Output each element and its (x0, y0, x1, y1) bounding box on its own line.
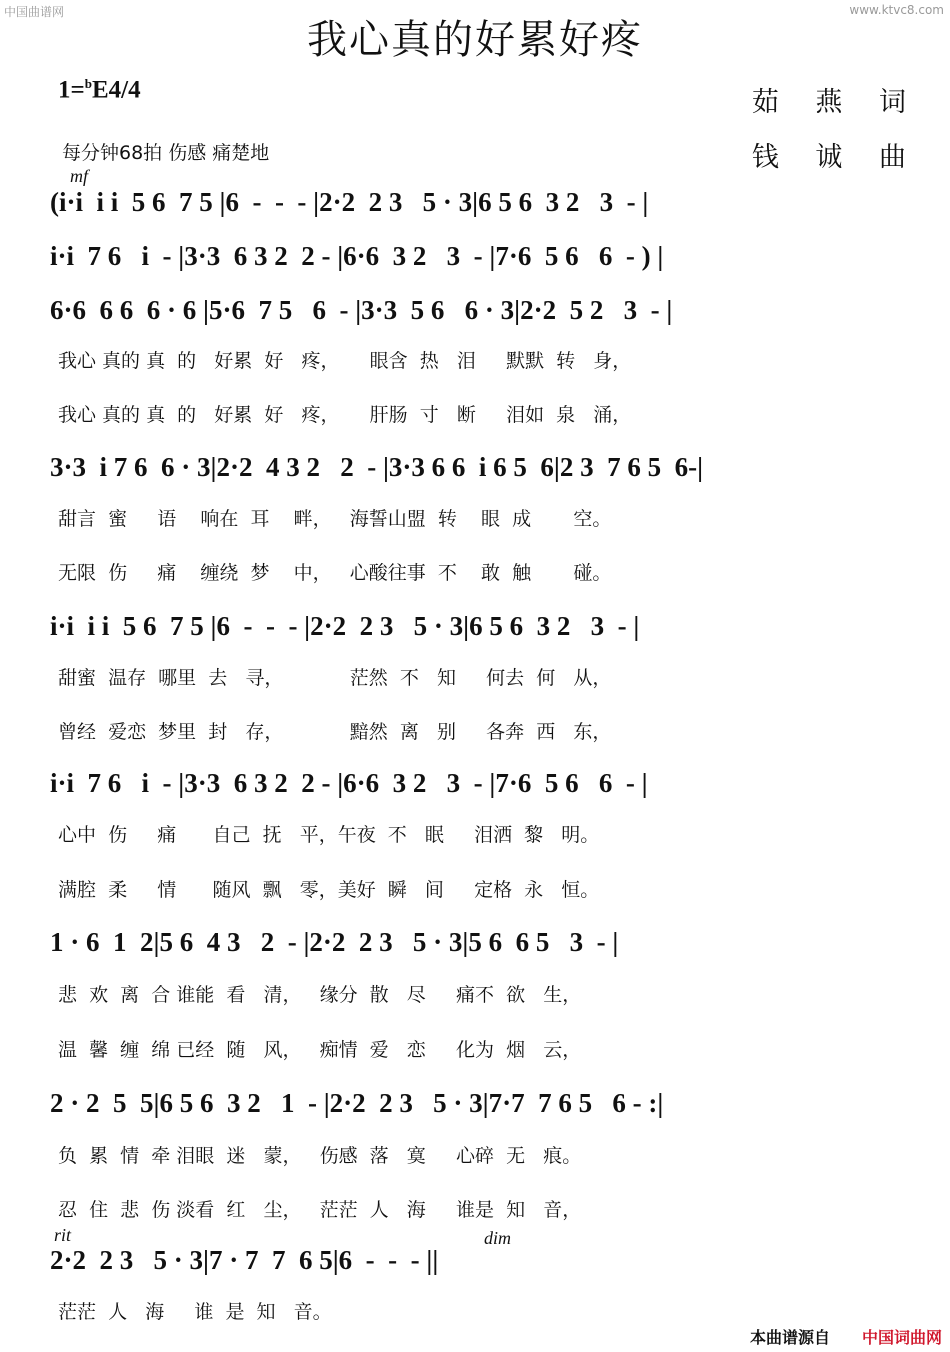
notation-line: 1 · 6 1 2|5 6 4 3 2 - |2·2 2 3 5 · 3|5 6 6 5 3 - | (50, 927, 619, 957)
watermark-right: www.ktvc8.com (849, 3, 944, 17)
notation-line: i·i i i 5 6 7 5 |6 - - - |2·2 2 3 5 · 3|6 5 6 3 2 3 - | (50, 611, 640, 641)
lyric-line: 茫茫 人 海 谁 是 知 音。 (58, 1301, 332, 1323)
notation-line: 2 · 2 5 5|6 5 6 3 2 1 - |2·2 2 3 5 · 3|7·7 7 6 5 6 - :| (50, 1088, 664, 1118)
notation-line: 2·2 2 3 5 · 3|7 · 7 7 6 5|6 - - - || (50, 1245, 439, 1275)
dynamic-dim: dim (484, 1228, 511, 1248)
lyric-line: 满腔 柔 情 随风 飘 零，美好 瞬 间 定格 永 恒。 (58, 879, 600, 901)
song-title: 我心真的好累好疼 (307, 17, 643, 63)
footer-site: 中国词曲网 (861, 1328, 942, 1347)
notation-line: 3·3 i 7 6 6 · 3|2·2 4 3 2 2 - |3·3 6 6 i 6 5 6|2 3 7 6 5 6-| (50, 452, 704, 482)
tempo-rit: rit (54, 1225, 72, 1245)
lyric-line: 心中 伤 痛 自己 抚 平，午夜 不 眠 泪洒 黎 明。 (58, 824, 600, 846)
lyric-line: 无限 伤 痛 缠绕 梦 中， 心酸往事 不 敢 触 碰。 (58, 562, 612, 584)
lyric-line: 忍 住 悲 伤 淡看 红 尘， 茫茫 人 海 谁是 知 音， (58, 1199, 582, 1221)
composer-credit: 钱 诚 曲 (751, 142, 920, 173)
notation-line: i·i 7 6 i - |3·3 6 3 2 2 - |6·6 3 2 3 - |7·6 5 6 6 - | (50, 768, 648, 798)
notation-line: 6·6 6 6 6 · 6 |5·6 7 5 6 - |3·3 5 6 6 · 3|2·2 5 2 3 - | (50, 295, 673, 325)
lyric-line: 温 馨 缠 绵 已经 随 风， 痴情 爱 恋 化为 烟 云， (58, 1039, 582, 1061)
lyric-line: 我心 真的 真 的 好累 好 疼， 肝肠 寸 断 泪如 泉 涌， (58, 404, 632, 426)
lyric-line: 悲 欢 离 合 谁能 看 清， 缘分 散 尽 痛不 欲 生， (58, 984, 582, 1006)
lyric-line: 甜言 蜜 语 响在 耳 畔， 海誓山盟 转 眼 成 空。 (58, 508, 612, 530)
lyric-line: 我心 真的 真 的 好累 好 疼， 眼含 热 泪 默默 转 身， (58, 350, 632, 372)
tempo-marking: 每分钟68拍 伤感 痛楚地 (62, 142, 270, 164)
footer-source: 本曲谱源自 (749, 1328, 830, 1347)
notation-line: (i·i i i 5 6 7 5 |6 - - - |2·2 2 3 5 · 3|6 5 6 3 2 3 - | (50, 187, 649, 217)
dynamic-mf: mf (70, 166, 88, 186)
notation-line: i·i 7 6 i - |3·3 6 3 2 2 - |6·6 3 2 3 - |7·6 5 6 6 - ) | (50, 241, 664, 271)
lyric-line: 负 累 情 牵 泪眼 迷 蒙， 伤感 落 寞 心碎 无 痕。 (58, 1145, 582, 1167)
watermark-left: 中国曲谱网 (4, 5, 65, 19)
lyricist-credit: 茹 燕 词 (751, 87, 920, 118)
key-signature: 1=$^b$E4/4 (58, 76, 141, 104)
lyric-line: 甜蜜 温存 哪里 去 寻， 茫然 不 知 何去 何 从， (58, 667, 612, 689)
lyric-line: 曾经 爱恋 梦里 封 存， 黯然 离 别 各奔 西 东， (58, 721, 612, 743)
